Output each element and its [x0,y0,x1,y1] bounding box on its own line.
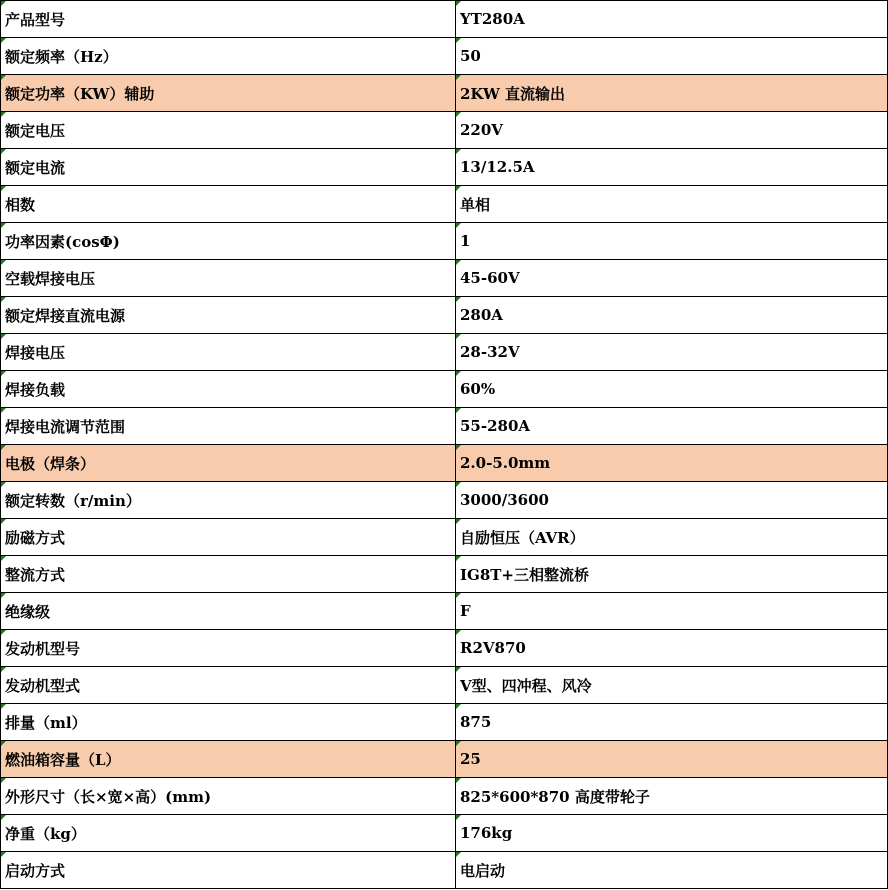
table-row [1,371,888,408]
spec-value-cell: 45-60V [456,260,888,297]
spec-label-cell: 额定转数（r/min） [1,482,456,519]
spec-label-cell: 焊接电压 [1,334,456,371]
spec-label-cell: 净重（kg） [1,815,456,852]
table-row [1,334,888,371]
table-row [1,445,888,482]
table-row [1,593,888,630]
spec-label-cell: 焊接负载 [1,371,456,408]
spec-value-cell: 1 [456,223,888,260]
table-row [1,852,888,889]
spec-label-cell: 额定功率（KW）辅助 [1,75,456,112]
spec-value-cell: IG8T+三相整流桥 [456,556,888,593]
spec-value-cell: 280A [456,297,888,334]
spec-label-cell: 额定电压 [1,112,456,149]
spec-value-cell: 单相 [456,186,888,223]
table-row [1,704,888,741]
spec-value-cell: YT280A [456,1,888,38]
spec-value-cell: 28-32V [456,334,888,371]
spec-value-cell: 3000/3600 [456,482,888,519]
spec-label-cell: 整流方式 [1,556,456,593]
spec-value-cell: 2.0-5.0mm [456,445,888,482]
spec-label-cell: 焊接电流调节范围 [1,408,456,445]
spec-label-cell: 空载焊接电压 [1,260,456,297]
table-row [1,482,888,519]
spec-value-cell: 60% [456,371,888,408]
spec-value-cell: 825*600*870 高度带轮子 [456,778,888,815]
table-row [1,297,888,334]
table-row [1,778,888,815]
table-row [1,112,888,149]
spec-value-cell: 55-280A [456,408,888,445]
spec-value-cell: F [456,593,888,630]
spec-value-cell: 176kg [456,815,888,852]
table-row [1,186,888,223]
table-row [1,815,888,852]
table-row [1,519,888,556]
spec-label-cell: 额定焊接直流电源 [1,297,456,334]
spec-label-cell: 额定频率（Hz） [1,38,456,75]
spec-value-cell: V型、四冲程、风冷 [456,667,888,704]
spec-value-cell: 25 [456,741,888,778]
spec-value-cell: 电启动 [456,852,888,889]
spec-label-cell: 排量（ml） [1,704,456,741]
spec-label-cell: 启动方式 [1,852,456,889]
spec-value-cell: R2V870 [456,630,888,667]
table-row [1,149,888,186]
spec-label-cell: 燃油箱容量（L） [1,741,456,778]
table-row [1,38,888,75]
table-row [1,260,888,297]
spec-table-body [1,1,888,889]
table-row [1,223,888,260]
spec-value-cell: 220V [456,112,888,149]
spec-value-cell: 自励恒压（AVR） [456,519,888,556]
spec-value-cell: 875 [456,704,888,741]
spec-label-cell: 发动机型式 [1,667,456,704]
spec-label-cell: 相数 [1,186,456,223]
spec-label-cell: 外形尺寸（长×宽×高）(mm) [1,778,456,815]
spec-label-cell: 电极（焊条） [1,445,456,482]
spec-label-cell: 发动机型号 [1,630,456,667]
spec-value-cell: 13/12.5A [456,149,888,186]
table-row [1,408,888,445]
spec-value-cell: 2KW 直流输出 [456,75,888,112]
table-row [1,75,888,112]
table-row [1,630,888,667]
table-row [1,556,888,593]
spec-label-cell: 励磁方式 [1,519,456,556]
table-row [1,741,888,778]
spec-label-cell: 功率因素(cosΦ) [1,223,456,260]
spec-value-cell: 50 [456,38,888,75]
spec-label-cell: 产品型号 [1,1,456,38]
spec-label-cell: 绝缘级 [1,593,456,630]
table-row [1,1,888,38]
table-row [1,667,888,704]
spec-label-cell: 额定电流 [1,149,456,186]
